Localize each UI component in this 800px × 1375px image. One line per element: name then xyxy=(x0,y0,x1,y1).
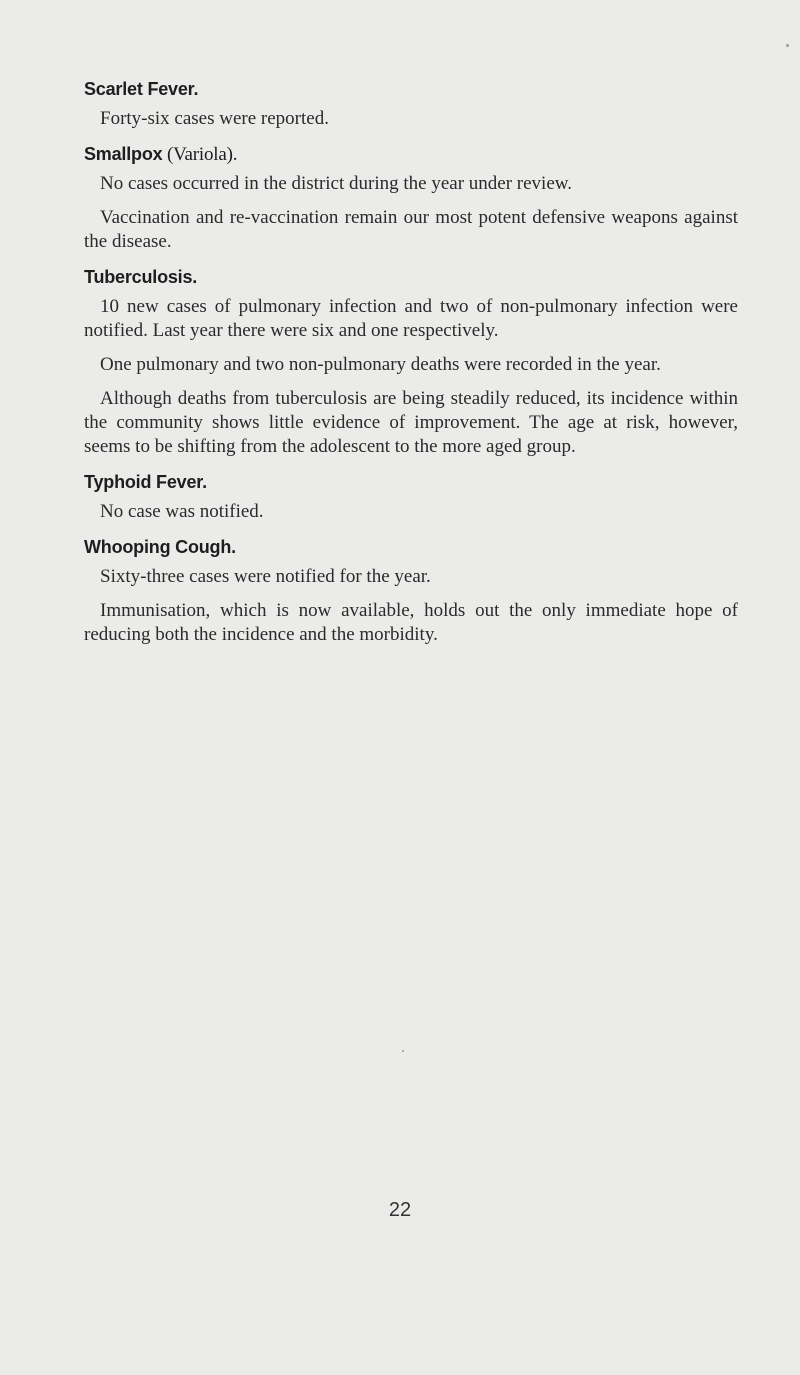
section-heading xyxy=(84,536,738,559)
heading-text: Whooping Cough. xyxy=(84,537,236,557)
heading-text: Smallpox xyxy=(84,144,163,164)
paragraph: No case was notified. xyxy=(100,501,264,522)
paper-speck xyxy=(402,1050,404,1052)
paragraph: Although deaths from tuberculosis are being steadily reduced, its incidence within the community shows little evidence of improvement. The age at risk, however, seems to be shifting from the adolescent to the more aged group. xyxy=(84,388,738,457)
paragraph: Sixty-three cases were notified for the year. xyxy=(100,566,431,587)
paragraph: Forty-six cases were reported. xyxy=(100,108,329,129)
paragraph: 10 new cases of pulmonary infection and two of non-pulmonary infection were notified. Last year there were six and one respectively. xyxy=(84,296,738,341)
paragraph: No cases occurred in the district during the year under review. xyxy=(100,173,573,194)
section-heading xyxy=(84,266,738,289)
paragraph: One pulmonary and two non-pulmonary deaths were recorded in the year. xyxy=(100,354,661,375)
section-tuberculosis xyxy=(84,266,738,459)
section-smallpox xyxy=(84,143,738,254)
heading-text: Typhoid Fever. xyxy=(84,472,207,492)
paper-speck xyxy=(786,44,789,47)
section-scarlet-fever xyxy=(84,78,738,131)
section-heading xyxy=(84,78,738,101)
heading-subtext: (Variola). xyxy=(162,144,238,165)
section-typhoid-fever xyxy=(84,471,738,524)
paragraph: Immunisation, which is now available, holds out the only immediate hope of reducing both the incidence and the morbidity. xyxy=(84,600,738,645)
heading-text: Scarlet Fever. xyxy=(84,79,199,99)
page-number: 22 xyxy=(388,1199,412,1221)
section-whooping-cough xyxy=(84,536,738,647)
section-heading xyxy=(84,143,738,166)
paragraph: Vaccination and re-vaccination remain our most potent defensive weapons against the disease. xyxy=(84,207,738,252)
section-heading xyxy=(84,471,738,494)
document-body xyxy=(84,78,738,657)
heading-text: Tuberculosis. xyxy=(84,267,198,287)
